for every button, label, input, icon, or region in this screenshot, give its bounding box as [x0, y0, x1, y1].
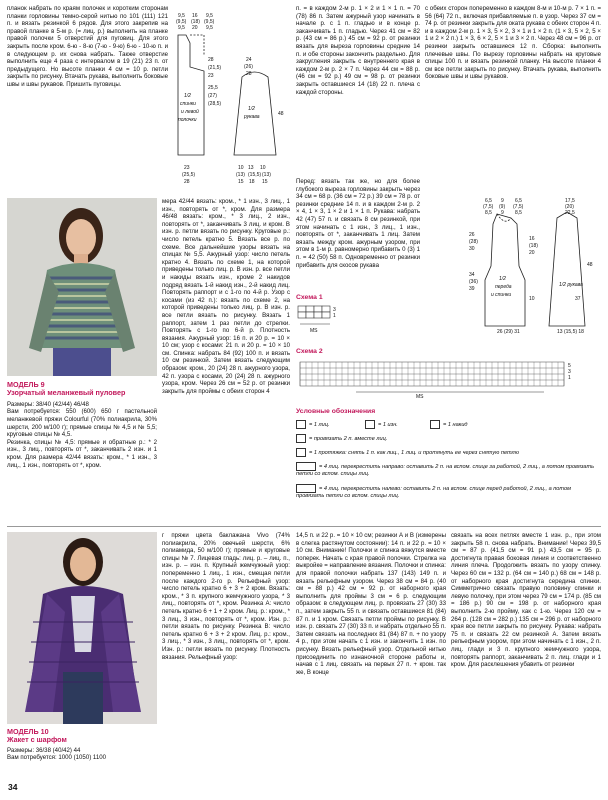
- svg-text:9,5: 9,5: [206, 13, 213, 19]
- svg-text:1/2: 1/2: [499, 276, 506, 282]
- svg-text:10: 10: [529, 296, 535, 302]
- model9-photo: [7, 198, 157, 376]
- cable-right-symbol: [296, 462, 316, 471]
- svg-text:6,5: 6,5: [515, 198, 522, 204]
- body-outline: [485, 214, 525, 326]
- legend-item-knit: = 1 лиц.: [296, 420, 386, 429]
- sleeve-outline: [549, 212, 585, 326]
- legend-item-cable-right: = 4 лиц. перекрестить направо: оставить 2 п. на вспом. спице за работой, 2 лиц., а потом провязать петли со вспом. спицы лиц.: [296, 463, 595, 477]
- page-number: 34: [8, 782, 18, 792]
- model9-sleeve-text: [425, 5, 601, 195]
- svg-text:9: 9: [501, 198, 504, 204]
- model10-sleeve-text: [451, 532, 601, 780]
- svg-text:3: 3: [568, 369, 571, 375]
- svg-text:(27): (27): [208, 93, 217, 99]
- svg-text:(20): (20): [565, 204, 574, 210]
- svg-text:20: 20: [529, 250, 535, 256]
- svg-text:(9,5): (9,5): [204, 19, 215, 25]
- model9-front-text: [296, 178, 420, 288]
- svg-text:(9): (9): [499, 204, 506, 210]
- ssk-symbol: [296, 448, 306, 457]
- model9-subtitle: Узорчатый меланжевый пуловер: [7, 388, 126, 398]
- model10-photo: [7, 532, 157, 724]
- svg-text:28: 28: [184, 179, 190, 185]
- svg-text:8,5: 8,5: [515, 210, 522, 216]
- cable-left-symbol: [296, 484, 316, 493]
- svg-text:34: 34: [469, 272, 475, 278]
- svg-text:1: 1: [333, 313, 336, 319]
- model9-materials: Вам потребуется: 550 (600) 650 г пастельной меланжевой пряжи Colourful (70% полиакрила, 30% шерсти, 200 м/100 г); прямые спицы № 4,5 и № 5,5; круговые спицы № 4,5.: [7, 408, 157, 439]
- svg-text:(36): (36): [469, 279, 478, 285]
- svg-text:13 (15,5) 18: 13 (15,5) 18: [557, 329, 584, 335]
- body-text: 14,5 п. и 22 р. = 10 × 10 см; резинки А и В (измерены в слегка растянутом состоянии): 14 п. и 22 р. = 10 × 10 см. Внимание! Полочки и спинка вяжутся вместе поперек. Начать с края правой полочки. Стрелка на выкройке = направление вязания. Полочки и спинка: для правой полочки набрать 137 (143) 149 п. и вязать рельефным узором. Через 38 см = 84 р. (40 см = 88 р.) 42 см = 92 р. от наборного края выполнить для проймы 3 см = 6 р. следующим образом: в следующем лиц. р. провязать 27 (30) 33 п., затем закрыть 55 п. и связать оставшиеся 81 (84) 87 п. и 1 кром. Связать петли проймы по рисунку. В изн. р. связать 27 (30) 33 п. и набрать отдельно 55 п. Затем связать на последних 81 (84) 87 п. + по узору 4 р., при этом начать с 1 изн. и закончить 1 изн. по рисунку. Вязать рельефный узор. Отдельной нитью присоединить по изнаночной стороне работы и, начав с 1 лиц. связать на первых 27 п. + кром. так же, В конце: [296, 532, 446, 676]
- svg-text:17,5: 17,5: [565, 198, 575, 204]
- model10-title: МОДЕЛЬ 10: [7, 728, 49, 736]
- svg-text:9,5: 9,5: [178, 13, 185, 19]
- scheme2-label: Схема 2: [296, 348, 323, 355]
- purl-symbol: [365, 420, 375, 429]
- svg-text:25,5: 25,5: [208, 85, 218, 91]
- svg-text:(18): (18): [529, 243, 538, 249]
- body-text: г пряжи цвета баклажана Vivo (74% полиакрила, 20% овечьей шерсти, 6% полиамида, 50 м/100 г); прямые и круговые спицы № 7. Лицевая гладь: лиц. р. – лиц. п., изн. р. – изн. п. Крупный жемчужный узор: попеременно 1 лиц., 1 изн., смещая петли после каждого 2-го р. Рельефный узор: число петель кратно 6 + 3 + 2 кром. Вязать: кром., * 3 п. крупного жемчужного узора, * 3 лиц., повторять от *, кром. Резинка А: число петель кратно 6 + 1 + 2 кром. Лиц. р.: кром., * 3 лиц., 3 изн., повторять от *, кром. Изн. р.: петли вязать по рисунку. Резинка В: число петель кратно 6 + 3 + 2 кром. Лиц. р.: кром., 3 лиц., * 3 изн., 3 лиц., повторять от *, кром. Изн. р.: петли вязать по рисунку. Плотность вязания. Рельефный узор:: [162, 532, 290, 661]
- legend-item-k2tog: = провязать 2 п. вместе лиц.: [296, 434, 596, 443]
- svg-text:13: 13: [248, 165, 254, 171]
- svg-text:1/2: 1/2: [248, 106, 255, 112]
- svg-text:(26): (26): [244, 64, 253, 70]
- legend-item-purl: = 1 изн.: [365, 420, 445, 429]
- pattern-diagram-model9: [425, 196, 601, 336]
- svg-text:и левой: и левой: [181, 109, 199, 115]
- knit-symbol: [296, 420, 306, 429]
- divider: [7, 526, 601, 527]
- svg-text:15: 15: [262, 179, 268, 185]
- svg-text:30: 30: [469, 246, 475, 252]
- model10-body-text: [296, 532, 446, 780]
- svg-text:9: 9: [501, 210, 504, 216]
- model9-instructions: [162, 198, 290, 520]
- svg-text:1: 1: [568, 375, 571, 381]
- svg-text:9,5: 9,5: [178, 25, 185, 31]
- svg-text:16: 16: [529, 236, 535, 242]
- svg-text:(28,5): (28,5): [208, 101, 222, 107]
- body-text: мера 42/44 вязать: кром., * 1 изн., 3 лиц., 1 изн., повторять от *, кром. Для размера 46/48 вязать: кром., * 3 лиц., 2 изн., повторять от *, заканчивать 3 лиц. и кром. В изн. р. петли вязать по рисунку. Круговые р.: число петель кратно 5. Вязать все р. по схеме. Все дальнейшие узоры вязать на спицах № 5,5. Ажурный узор: число петель кратно 4. Вязать по схеме 1, на которой приведены только лиц. р. В изн. р. все петли и накиды вязать изн., кроме 2 накидов подряд вязать 1-й накид изн., 2-й накид лиц. Повторять раппорт и с 1-го по 4-й р. Узор с косами (из 42 п.): вязать по схеме 2, на которой приведены только лиц. р. В изн. р. все петли вязать по рисунку. Вязать 1 раппорт, затем 1 раз петли до стрелки. Повторять с 1-го по 6-й р. Плотность вязания. Ажурный узор: 16 п. и 20 р. = 10 × 10 см; узор с косами: 21 п. и 20 р. = 10 × 10 см. Спинка: набрать 84 (92) 100 п. и вязать 10 см резинкой. Затем вязать следующим образом: кром., 20 (24) 28 п. ажурного узора, 42 п. узора с косами, 20 (24) 28 п. ажурного узора, кром. Через 26 см = 52 р. от резинки закрыть для проймы с обеих сторон 4: [162, 198, 290, 395]
- svg-text:16: 16: [192, 13, 198, 19]
- svg-text:10: 10: [260, 165, 266, 171]
- svg-text:3: 3: [333, 307, 336, 313]
- body-text: планок набрать по краям полочек и коротким сторонам планки горловины темно-серой нитью по 101 (111) 121 п. и вязать резинкой 6 рядов. Для этого закрепив на правой планке в 5-м р. (= лиц. р.) выполнить на планке правой полочки 5 отверстий для пуговиц. Для этого закрыть после кром. 6-ю - 8-ю (7-ю - 9-ю) 6-ю - 10-ю п. и в следующем р. их снова набрать. Также отверстие выполнить еще 4 раза с интервалом в 19 (21) 23 п. от предыдущего. Но высоте планки 4 см = 10 р. петли закрыть по рисунку. Втачать рукава, выполнить боковые швы и швы рукавов. Пришить пуговицы.: [7, 5, 168, 88]
- svg-text:20: 20: [192, 25, 198, 31]
- model10-stitches: [162, 532, 290, 780]
- model8-continued-text: [7, 5, 168, 200]
- scheme1-ms: MS: [310, 328, 318, 334]
- model10-materials: Вам потребуется: 1000 (1050) 1100: [7, 754, 107, 762]
- svg-text:(18): (18): [191, 19, 200, 25]
- legend-title: Условные обозначения: [296, 408, 376, 415]
- svg-text:(13): (13): [262, 172, 271, 178]
- svg-text:26 (29) 31: 26 (29) 31: [497, 329, 520, 335]
- svg-text:полочки: полочки: [178, 117, 197, 123]
- svg-text:(21,5): (21,5): [208, 65, 222, 71]
- svg-text:(7,5): (7,5): [483, 204, 494, 210]
- scheme1-label: Схема 1: [296, 294, 323, 301]
- svg-text:MS: MS: [416, 394, 424, 400]
- svg-text:1/2: 1/2: [184, 93, 191, 99]
- svg-text:23: 23: [208, 73, 214, 79]
- svg-text:1/2 рукава: 1/2 рукава: [559, 282, 583, 288]
- svg-text:(15,5): (15,5): [248, 172, 262, 178]
- model10-subtitle: Жакет с шарфом: [7, 735, 67, 745]
- svg-text:рукава: рукава: [244, 114, 260, 120]
- svg-text:24: 24: [246, 57, 252, 63]
- legend-item-yarnover: = 1 накид: [430, 420, 520, 429]
- svg-text:6,5: 6,5: [485, 198, 492, 204]
- svg-text:37: 37: [575, 296, 581, 302]
- svg-text:10: 10: [238, 165, 244, 171]
- legend-item-ssk: = 1 протяжка: снять 1 п. как лиц., 1 лиц. и протянуть ее через снятую петлю: [296, 448, 596, 457]
- svg-text:(28): (28): [469, 239, 478, 245]
- svg-text:39: 39: [469, 286, 475, 292]
- body-text: Перед: вязать так же, но для более глубокого выреза горловины закрыть через 34 см = 68 р. (36 см = 72 р.) 39 см = 78 р. от резинки средние 14 п. и в каждом 2-м р. 2 × 4, 1 × 3, 1 × 2 и 1 × 1 п. Рукава: набрать 42 (47) 57 п. и связать 8 см резинкой, при этом начинать с 1 изн., 3 лиц., 1 изн., повторять от *, заканчивать 1 лиц. Затем вязать между кром. ажурным узором, при этом в 1-м р. равномерно прибавить 0 (3) 1 п. = 42 (50) 58 п. Одновременно от резинки прибавить для скосов рукава: [296, 178, 420, 269]
- k2tog-symbol: [296, 434, 306, 443]
- svg-text:22,5: 22,5: [565, 210, 575, 216]
- body-text: с обеих сторон попеременно в каждом 8-м и 10-м р. 7 × 1 п. = 56 (64) 72 п., включая прибавляемые п. в узор. Через 37 см = 74 р. от резинки закрыть для оката рукава с обеих сторон 4 п. и в каждом 2-м р. 1 × 3, 5 × 2, 3 × 1 и 1 × 2 п. (1 × 3, 5 × 2, 5 × 1 и 2 × 2 п.) 1 × 3, 6 × 2, 5 × 1 и 3 × 2 п. Через 48 см = 96 р. от резинки закрыть оставшиеся 12 п. Сборка: выполнить плечевые швы. По вырезу горловины набрать на круговые спицы 100 п. и вязать резинкой планку. На высоте планки 4 см все петли закрыть по рисунку. Втачать рукава, выполнить боковые швы и швы рукавов.: [425, 5, 601, 81]
- legend-item-cable-left: = 4 лиц. перекрестить налево: оставить 2 п. на вспом. спице перед работой, 2 лиц., а потом провязать петли со вспом. спицы лиц.: [296, 485, 571, 499]
- svg-text:26: 26: [469, 232, 475, 238]
- svg-text:(9,5): (9,5): [176, 19, 187, 25]
- svg-text:15: 15: [238, 179, 244, 185]
- svg-text:спинки: спинки: [180, 101, 196, 107]
- scheme2-chart: [296, 358, 601, 402]
- model9-sizes: Размеры: 38/40 (42/44) 46/48: [7, 400, 89, 408]
- svg-text:9,5: 9,5: [206, 25, 213, 31]
- svg-text:48: 48: [587, 262, 593, 268]
- body-text: связать на всех петлях вместе 1 изн. р., при этом закрыть 58 п. снова набрать. Внимание! Через 39,5 см = 87 р. (41,5 см = 91 р.) 43,5 см = 95 р. достигнута правая боковая линия и соответственно линия плеча. Продолжить вязать по узору спинку. Через 60 см = 132 р. (64 см = 140 р.) 68 см = 148 р. от наборного края достигнута середина спинки. Симметрично связать правую половину спинки и левую полочку, при этом через 79 см = 174 р. (85 см = 186 р.) 90 см = 198 р. от наборного края выполнить 2-ю пройму, как с 1-ю. Через 120 см = 264 р. (128 см = 282 р.) 135 см = 296 р. от наборного края все петли закрыть по рисунку. Рукава: набрать 75 п. и связать 22 см резинкой А. Затем вязать рельефным узором, при этом начинать с 1 изн., 2 п. лиц. глади и 3 п. крупного жемчужного узора, повторять раппорт, заканчивать 2 п. лиц. глади и 1 кром. Для расклешения убавить от резинки: [451, 532, 601, 669]
- svg-text:18: 18: [249, 179, 255, 185]
- back-outline: [178, 35, 204, 155]
- model9-back-text: [296, 5, 420, 175]
- svg-text:28: 28: [208, 57, 214, 63]
- svg-text:(7,5): (7,5): [513, 204, 524, 210]
- model10-header: [7, 728, 157, 780]
- svg-text:и спинки: и спинки: [491, 292, 512, 298]
- svg-text:5: 5: [568, 363, 571, 369]
- yarnover-symbol: [430, 420, 440, 429]
- model9-title: МОДЕЛЬ 9: [7, 381, 45, 389]
- svg-text:8,5: 8,5: [485, 210, 492, 216]
- svg-text:переда: переда: [495, 284, 512, 290]
- pattern-diagram-model8: [172, 5, 290, 200]
- scheme1-chart: [296, 304, 346, 338]
- svg-text:(25,5): (25,5): [182, 172, 196, 178]
- svg-text:23: 23: [184, 165, 190, 171]
- model9-header: [7, 381, 157, 521]
- svg-text:48: 48: [278, 111, 284, 117]
- model9-rib: Резинка, спицы № 4,5: прямые и обратные р.: * 2 изн., 3 лиц., повторять от *, заканчивать 2 изн. и 1 кром. Для размера 42/44 вязать: кром., * 1 изн., 3 лиц., 1 изн., повторять от *, кром.: [7, 438, 157, 469]
- svg-text:28: 28: [246, 71, 252, 77]
- model10-sizes: Размеры: 36/38 (40/42) 44: [7, 746, 81, 754]
- body-text: п. = в каждом 2-м р. 1 × 2 и 1 × 1 п. = 70 (78) 86 п. Затем ажурный узор начинать в начале р. с 1 п. гладью и в конце р. заканчивать 1 п. гладью. Через 41 см = 82 р. (43 см = 86 р.) 45 см = 92 р. от резинки вязать для выреза горловины средние 14 п. и обе стороны закончить раздельно. Для закругления закрыть с внутреннего края в каждом 2-м р. 2 × 7 п. Через 44 см = 88 р. (46 см = 92 р.) 49 см = 98 р. от резинки закрыть оставшиеся 14 (18) 22 п. плеча с каждой стороны.: [296, 5, 420, 96]
- svg-text:(13): (13): [236, 172, 245, 178]
